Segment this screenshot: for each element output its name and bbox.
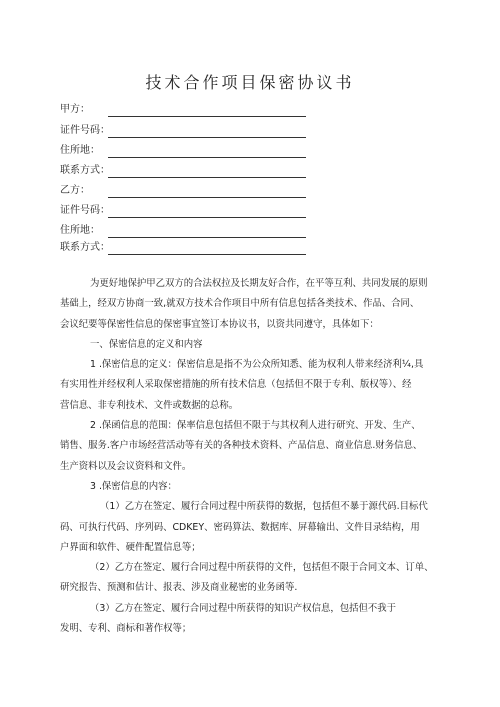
party-b-contact-blank-line (108, 254, 306, 255)
party-b-contact-label: 联系方式： (60, 242, 110, 253)
party-b-blank-line (108, 197, 306, 198)
party-b-id-blank-line (108, 217, 306, 218)
document-title: 技术合作项目保密协议书 (145, 73, 355, 92)
body-line-12: （1）乙方在签定、履行合同过程中所获得的数据，包括但不暴于源代码.目标代 (100, 501, 428, 513)
party-a-id-label: 证件号码： (60, 125, 110, 136)
party-a-id-field (60, 123, 110, 139)
party-b-field (60, 183, 90, 199)
body-line-9: 销售、服务.客户市场经营活动等有关的各种技术资料、产品信息、商业信息.财务信息、 (60, 440, 423, 452)
party-a-blank-line (108, 116, 306, 117)
agreement-body (60, 274, 442, 639)
party-b-id-label: 证件号码： (60, 205, 110, 216)
body-line-5: 1 .保密信息的定义：保密信息是指不为公众所知悉、能为权利人带来经济利¼,具 (90, 359, 424, 371)
party-a-address-field (60, 143, 100, 159)
party-b-id-field (60, 203, 110, 219)
body-line-14: 户界面和软件、硬件配置信息等； (60, 541, 201, 553)
body-line-8: 2 .保函信息的范围：保率信息包括但不限于与其权利人进行研究、开发、生产、 (90, 420, 421, 432)
body-line-18: 发明、专利、商标和著作权等； (60, 623, 192, 635)
party-b-address-field (60, 223, 100, 239)
party-b-address-label: 住所地： (60, 225, 100, 236)
body-line-6: 有实用性并经权利人采取保密措施的所有技术信息（包括但不限于专利、版权等）、经 (60, 379, 412, 391)
body-line-2: 基础上，经双方协商一致,就双方技术合作项目中所有信息包括各类技术、作品、合同、 (60, 298, 420, 310)
party-b-contact-field (60, 240, 110, 256)
party-a-label: 甲方： (60, 104, 90, 115)
section-heading: 一、保密信息的定义和内容 (90, 338, 203, 350)
party-b-address-blank-line (108, 237, 306, 238)
body-line-13: 码、可执行代码、序列码、CDKEY、密码算法、数据库、屏幕输出、文件目录结构，用 (60, 521, 420, 533)
body-line-3: 会议纪要等保密性信息的保密事宜签订本协议书，以资共同遵守，具体如下： (60, 318, 379, 330)
party-a-id-blank-line (108, 137, 306, 138)
body-line-1: 为更好地保护甲乙双方的合法权拉及长期友好合作，在平等互利、共同发展的原则 (90, 278, 428, 289)
party-a-contact-field (60, 163, 110, 179)
body-line-16: 研究报告、预测和估计、报表、涉及商业秘密的业务函等. (60, 582, 298, 594)
party-a-contact-label: 联系方式： (60, 165, 110, 176)
party-a-contact-blank-line (108, 177, 306, 178)
party-a-address-blank-line (108, 157, 306, 158)
party-a-field (60, 102, 90, 118)
body-line-15: （2）乙方在签定、履行合同过程中所获得的文件，包括但不限于合同文本、订单、 (90, 562, 434, 574)
body-line-17: （3）乙方在签定、履行合同过程中所获得的知识产权信息，包括但不我于 (90, 602, 396, 614)
body-line-11: 3 .保密信息的内容： (90, 480, 177, 492)
body-line-10: 生产资料以及会议资料和文件。 (60, 460, 192, 472)
body-line-7: 营信息、非专利技术、文件或数据的总称。 (60, 399, 239, 411)
party-b-label: 乙方： (60, 185, 90, 196)
party-a-address-label: 住所地： (60, 145, 100, 156)
